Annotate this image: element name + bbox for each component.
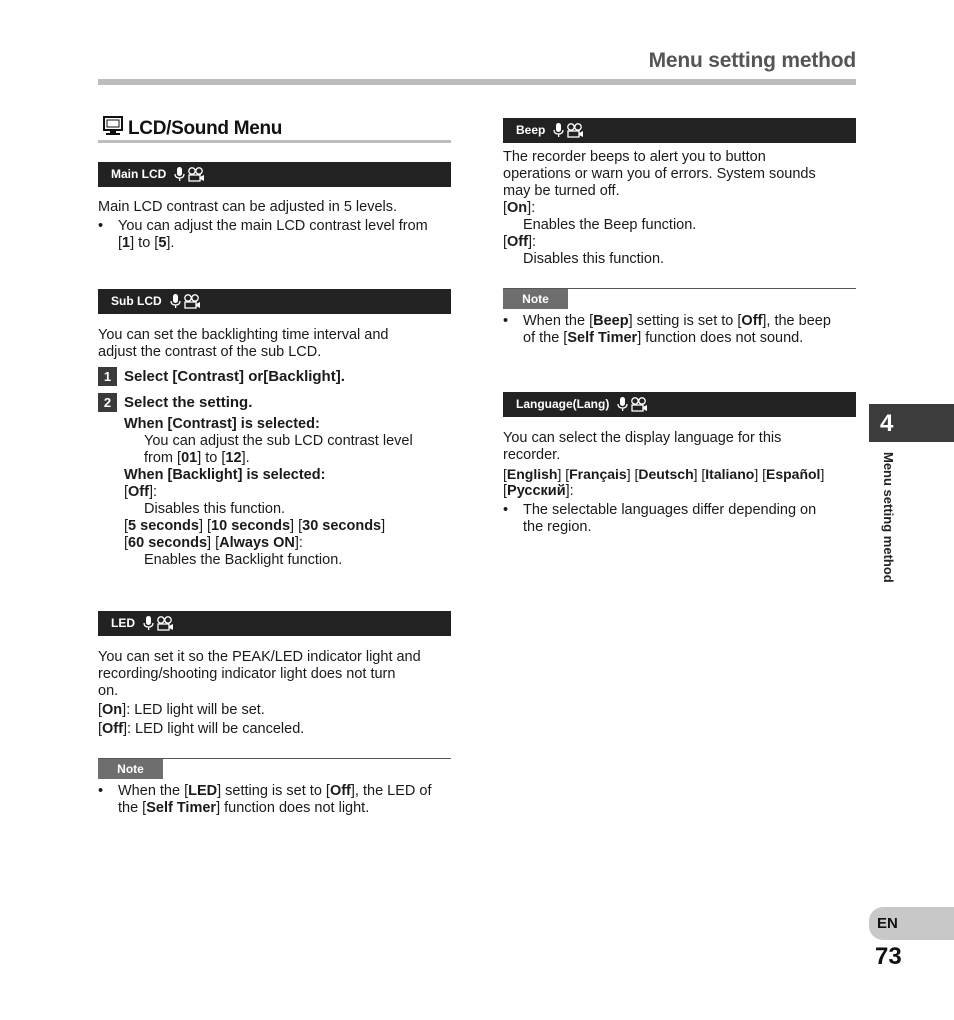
beep-off-option: [Off]:	[503, 234, 537, 250]
chapter-tab: 4	[869, 404, 954, 442]
led-note-line1: • When the [LED] setting is set to [Off], the LED of	[118, 783, 432, 799]
beep-desc-line2: operations or warn you of errors. System sounds	[503, 166, 816, 182]
beep-body	[503, 149, 863, 268]
page-header-title: Menu setting method	[648, 49, 856, 72]
microphone-icon	[174, 167, 185, 182]
video-camera-icon	[630, 397, 648, 412]
language-bar	[503, 392, 856, 417]
led-desc-line1: You can set it so the PEAK/LED indicator light and	[98, 649, 421, 665]
backlight-heading: When [Backlight] is selected:	[124, 467, 326, 483]
section-title	[102, 115, 282, 137]
main-lcd-body	[98, 199, 458, 252]
microphone-icon	[143, 616, 154, 631]
sub-lcd-settings	[124, 416, 454, 569]
sub-lcd-desc-line1: You can set the backlighting time interval and	[98, 327, 389, 343]
language-options-line1: [English] [Français] [Deutsch] [Italiano] [Español]	[503, 466, 825, 482]
language-bullet	[503, 502, 863, 536]
beep-note-tab: Note	[503, 289, 568, 309]
language-bullet-line1: • The selectable languages differ depending on	[523, 502, 817, 518]
backlight-timer-options-2: [60 seconds] [Always ON]:	[124, 535, 303, 551]
sub-lcd-bar	[98, 289, 451, 314]
sub-lcd-bar-label: Sub LCD	[111, 294, 162, 308]
beep-note-bullet	[503, 313, 863, 347]
led-off-option: [Off]: LED light will be canceled.	[98, 721, 305, 737]
sub-lcd-desc-line2: adjust the contrast of the sub LCD.	[98, 344, 322, 360]
video-camera-icon	[566, 123, 584, 138]
led-note-bullet	[98, 783, 458, 817]
monitor-icon	[102, 115, 124, 137]
contrast-desc-line2: from [01] to [12].	[144, 450, 250, 466]
beep-bar	[503, 118, 856, 143]
page-number: 73	[875, 943, 902, 970]
microphone-icon	[617, 397, 628, 412]
main-lcd-bar-label: Main LCD	[111, 167, 167, 181]
contrast-desc-line1: You can adjust the sub LCD contrast level	[144, 433, 413, 449]
step-2-number: 2	[98, 393, 117, 412]
chapter-side-label	[868, 452, 908, 602]
backlight-enable-desc: Enables the Backlight function.	[144, 552, 343, 568]
section-title-text: LCD/Sound Menu	[128, 118, 283, 139]
beep-on-desc: Enables the Beep function.	[523, 217, 697, 233]
beep-note-line2: of the [Self Timer] function does not sound.	[523, 330, 804, 346]
led-note-line2: the [Self Timer] function does not light.	[118, 800, 370, 816]
microphone-icon	[170, 294, 181, 309]
step-2	[98, 393, 252, 412]
main-lcd-desc: Main LCD contrast can be adjusted in 5 levels.	[98, 199, 398, 215]
section-rule	[98, 140, 451, 143]
video-camera-icon	[156, 616, 174, 631]
microphone-icon	[553, 123, 564, 138]
language-desc-line1: You can select the display language for this	[503, 430, 782, 446]
beep-desc-line1: The recorder beeps to alert you to button	[503, 149, 766, 165]
video-camera-icon	[183, 294, 201, 309]
led-desc-line2: recording/shooting indicator light does not turn	[98, 666, 396, 682]
led-bar	[98, 611, 451, 636]
sub-lcd-desc	[98, 327, 458, 361]
led-bar-label: LED	[111, 616, 135, 630]
beep-off-desc: Disables this function.	[523, 251, 665, 267]
beep-bar-label: Beep	[516, 123, 546, 137]
main-lcd-bullet-line1: • You can adjust the main LCD contrast level from	[118, 218, 428, 234]
language-bar-label: Language(Lang)	[516, 397, 610, 411]
led-note-tab: Note	[98, 759, 163, 779]
language-body	[503, 430, 863, 536]
header-rule	[98, 79, 856, 85]
step-2-text: Select the setting.	[124, 394, 253, 411]
led-desc-line3: on.	[98, 683, 119, 699]
chapter-side-label-text: Menu setting method	[881, 452, 896, 583]
step-1-text: Select [Contrast] or[Backlight].	[124, 368, 345, 385]
language-desc-line2: recorder.	[503, 447, 561, 463]
step-1-number: 1	[98, 367, 117, 386]
beep-on-option: [On]:	[503, 200, 536, 216]
backlight-off-desc: Disables this function.	[144, 501, 286, 517]
video-camera-icon	[187, 167, 205, 182]
language-tab: EN	[869, 907, 954, 940]
language-options-line2: [Русский]:	[503, 483, 574, 499]
beep-note-body	[503, 313, 863, 347]
main-lcd-bar	[98, 162, 451, 187]
led-note-body	[98, 783, 458, 817]
contrast-heading: When [Contrast] is selected:	[124, 416, 320, 432]
led-body	[98, 649, 458, 738]
backlight-timer-options-1: [5 seconds] [10 seconds] [30 seconds]	[124, 518, 386, 534]
beep-note-line1: • When the [Beep] setting is set to [Off], the beep	[523, 313, 831, 329]
main-lcd-bullet	[98, 218, 458, 252]
backlight-off-option: [Off]:	[124, 484, 158, 500]
beep-desc-line3: may be turned off.	[503, 183, 620, 199]
led-on-option: [On]: LED light will be set.	[98, 702, 265, 718]
main-lcd-bullet-line2: [1] to [5].	[118, 235, 175, 251]
language-bullet-line2: the region.	[523, 519, 592, 535]
step-1	[98, 367, 345, 386]
